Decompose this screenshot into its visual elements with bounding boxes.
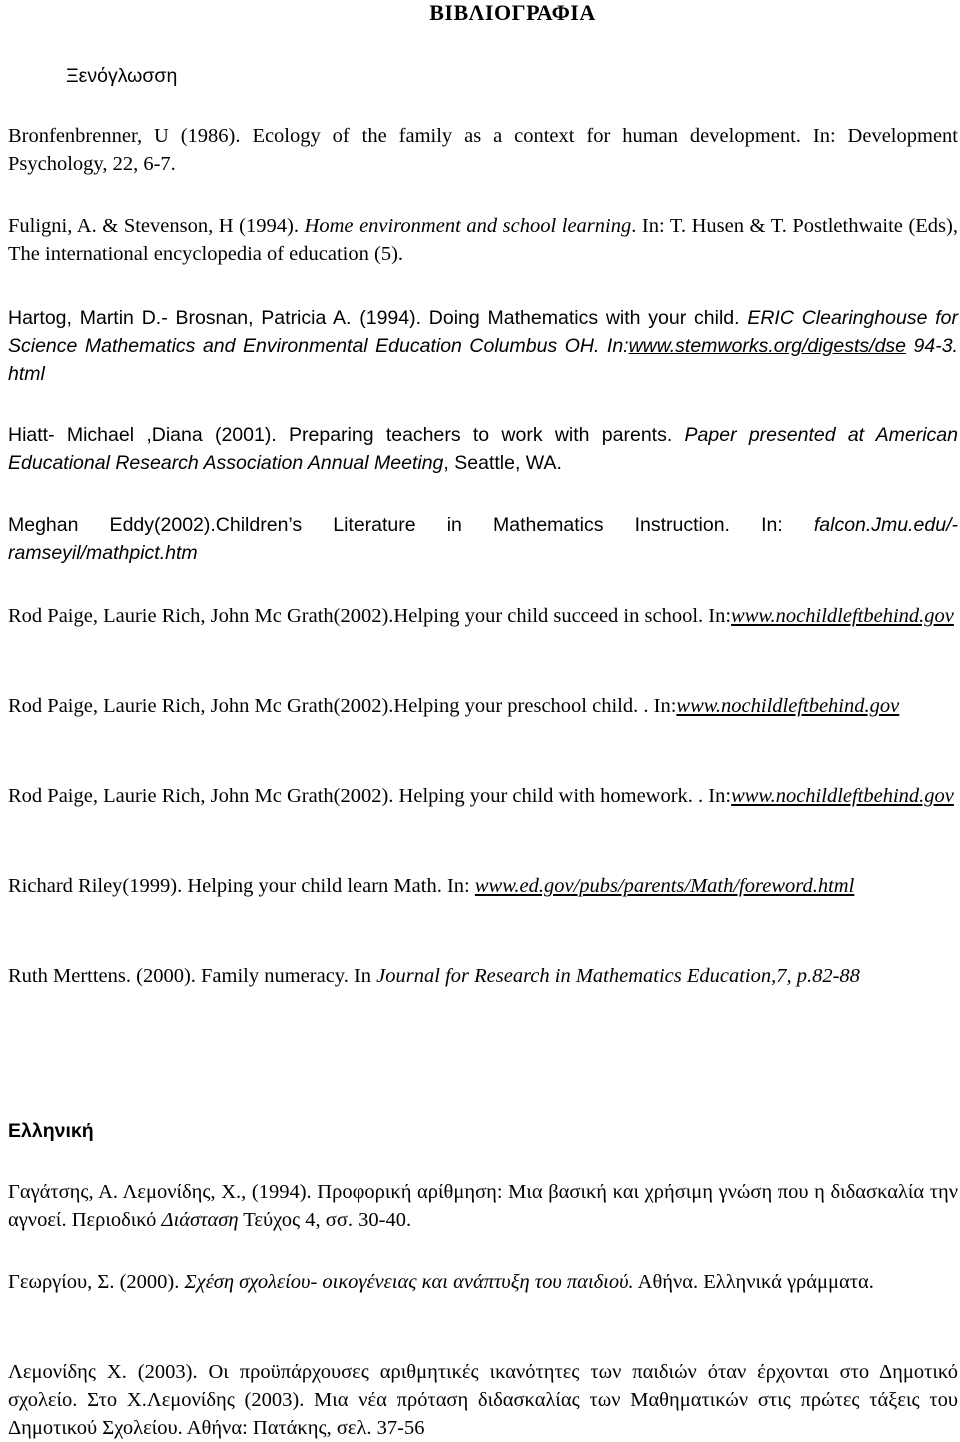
reference-eddy: [8, 511, 958, 567]
reference-paige-homework: [8, 782, 958, 810]
reference-link[interactable]: www.nochildleftbehind.gov: [731, 605, 954, 627]
section-heading-greek: Ελληνική: [8, 1120, 94, 1142]
reference-fuligni: [8, 212, 958, 268]
reference-authors-title: Richard Riley(1999). Helping your child learn Math. In:: [8, 875, 475, 897]
reference-authors-title: Hartog, Martin D.- Brosnan, Patricia A. (1994). Doing Mathematics with your child.: [8, 307, 748, 329]
reference-paige-succeed: [8, 602, 958, 630]
reference-link[interactable]: falcon.Jmu.edu/-ramseyil/mathpict.htm: [8, 514, 958, 564]
reference-authors: Γεωργίου, Σ. (2000).: [8, 1271, 185, 1293]
reference-gagatsis: [8, 1178, 958, 1234]
reference-text: Λεμονίδης Χ. (2003). Οι προϋπάρχουσες αριθμητικές ικανότητες των παιδιών όταν έρχονται στο Δημοτικό σχολείο. Στο Χ.Λεμονίδης (2003). Μια νέα πρόταση διδασκαλίας των Μαθηματικών στις πρώτες τάξεις του Δημοτικού Σχολείου. Αθήνα: Πατάκης, σελ. 37-56: [8, 1361, 958, 1439]
reference-authors: Fuligni, A. & Stevenson, H (1994).: [8, 215, 305, 237]
reference-title: Σχέση σχολείου- οικογένειας και ανάπτυξη του παιδιού.: [184, 1271, 634, 1293]
reference-location: , Seattle, WA.: [443, 452, 562, 474]
reference-publisher: Αθήνα. Ελληνικά γράμματα.: [633, 1271, 874, 1293]
reference-bronfenbrenner: [8, 122, 958, 178]
reference-merttens: [8, 962, 958, 990]
reference-source: Paper presented at American Educational Research Association Annual Meeting: [8, 424, 958, 474]
reference-authors-title: Meghan Eddy(2002).Children’s Literature in Mathematics Instruction. In:: [8, 514, 814, 536]
reference-authors-title: Hiatt- Michael ,Diana (2001). Preparing teachers to work with parents.: [8, 424, 685, 446]
reference-riley: [8, 872, 958, 900]
reference-pages: Τεύχος 4, σσ. 30-40.: [238, 1209, 412, 1231]
reference-authors-title: Γαγάτσης, Α. Λεμονίδης, Χ., (1994). Προφορική αρίθμηση: Μια βασική και χρήσιμη γνώση που η διδασκαλία την αγνοεί. Περιοδικό: [8, 1181, 958, 1231]
reference-link[interactable]: www.ed.gov/pubs/parents/Math/foreword.html: [474, 875, 855, 897]
reference-link-suffix: 94-3. html: [8, 335, 958, 385]
reference-link[interactable]: www.nochildleftbehind.gov: [731, 785, 954, 807]
reference-georgiou: [8, 1268, 958, 1296]
reference-source: ERIC Clearinghouse for Science Mathematics and Environmental Education Columbus OH. In:: [8, 307, 959, 357]
reference-text: Bronfenbrenner, U (1986). Ecology of the family as a context for human development. In: Development Psychology, 22, 6-7.: [8, 125, 958, 175]
reference-authors-title: Ruth Merttens. (2000). Family numeracy. In: [8, 965, 377, 987]
reference-link[interactable]: www.nochildleftbehind.gov: [676, 695, 900, 717]
reference-title: Home environment and school learning: [304, 215, 632, 237]
reference-authors-title: Rod Paige, Laurie Rich, John Mc Grath(2002).Helping your preschool child. . In:: [8, 695, 677, 717]
section-heading-foreign: Ξενόγλωσση: [66, 65, 178, 87]
reference-link[interactable]: www.stemworks.org/digests/dse: [628, 335, 907, 357]
reference-authors-title: Rod Paige, Laurie Rich, John Mc Grath(2002). Helping your child with homework. . In:: [8, 785, 732, 807]
page-title: ΒΙΒΛΙΟΓΡΑΦΙΑ: [429, 0, 596, 25]
reference-hiatt-michael: [8, 421, 958, 477]
reference-source: . In: T. Husen & T. Postlethwaite (Eds), The international encyclopedia of education (5).: [8, 215, 958, 265]
reference-paige-preschool: [8, 692, 958, 720]
reference-authors-title: Rod Paige, Laurie Rich, John Mc Grath(2002).Helping your child succeed in school. In:: [8, 605, 732, 627]
reference-source: Journal for Research in Mathematics Education,7, p.82-88: [376, 965, 860, 987]
reference-hartog: [8, 304, 958, 388]
reference-lemonidis: [8, 1358, 958, 1442]
reference-journal: Διάσταση: [161, 1209, 239, 1231]
